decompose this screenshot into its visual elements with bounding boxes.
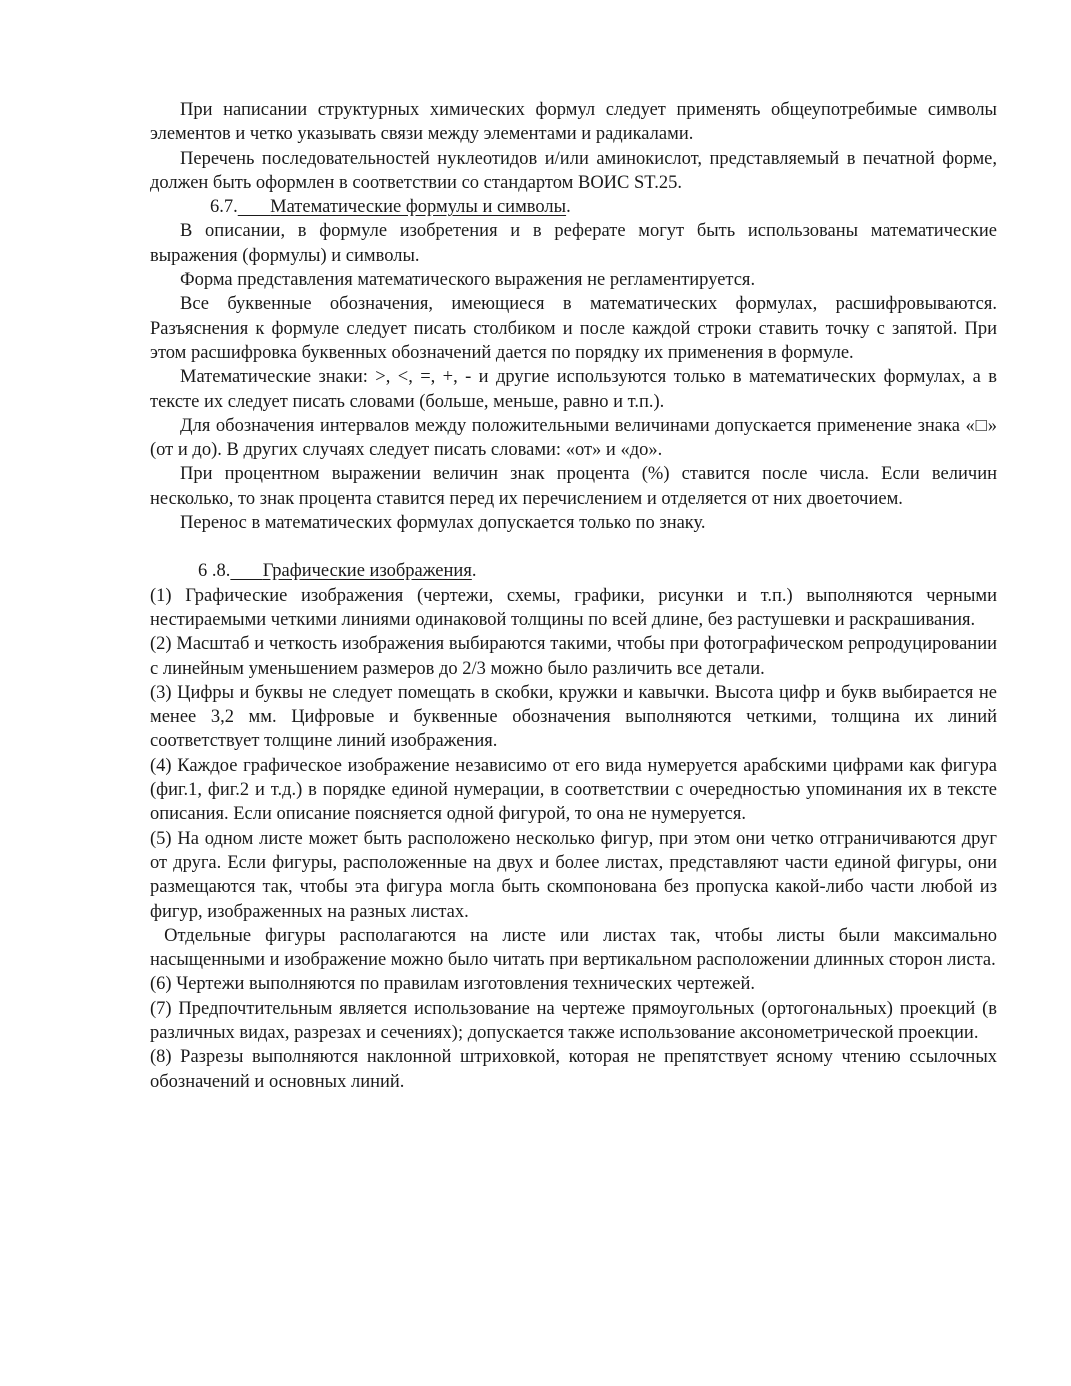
list-item-8: (8) Разрезы выполняются наклонной штриховкой, которая не препятствует ясному чтению ссылочных обозначений и основных линий. [150,1047,997,1092]
list-item-4: (4) Каждое графическое изображение независимо от его вида нумеруется арабскими цифрами как фигура (фиг.1, фиг.2 и т.д.) в порядке единой нумерации, в соответствии с очередностью упоминания их в тексте описания. Если описание поясняется одной фигурой, то она не нумеруется. [150,755,997,825]
section-number: 6.7. [210,197,238,218]
list-item-6: (6) Чертежи выполняются по правилам изготовления технических чертежей. [150,974,755,995]
section-number: 6 .8. [198,561,231,582]
section-heading-6-8: 6 .8. Графические изображения. [150,559,997,583]
section-heading-6-7: 6.7. Математические формулы и символы. [150,195,997,219]
paragraph-line-break: Перенос в математических формулах допускается только по знаку. [180,513,706,534]
paragraph-sequence-listing: Перечень последовательностей нуклеотидов и/или аминокислот, представляемый в печатной форме, должен быть оформлен в соответствии со стандартом ВОИС ST.25. [150,148,997,193]
section-title: Математические формулы и символы [270,197,567,218]
list-item-5: (5) На одном листе может быть расположено несколько фигур, при этом они четко отграничиваются друг от друга. Если фигуры, расположенные на двух и более листах, представляют части единой фигуры, они размещаются так, чтобы эта фигура могла быть скомпонована без пропуска какой-либо части любой из фигур, изображенных на разных листах. [150,828,997,922]
paragraph-math-signs: Математические знаки: >, <, =, +, - и другие используются только в математических формулах, а в тексте их следует писать словами (больше, меньше, равно и т.п.). [150,367,997,412]
paragraph-chemical-formulas: При написании структурных химических формул следует применять общеупотребимые символы элементов и четко указывать связи между элементами и радикалами. [150,100,997,145]
paragraph-letter-designations: Все буквенные обозначения, имеющиеся в математических формулах, расшифровываются. Разъяснения к формуле следует писать столбиком и после каждой строки ставить точку с запятой. При этом расшифровка буквенных обозначений дается по порядку их применения в формуле. [150,294,997,363]
paragraph-figure-layout: Отдельные фигуры располагаются на листе или листах так, чтобы листы были максимально насыщенными и изображение можно было читать при вертикальном расположении длинных сторон листа. [150,925,1002,971]
list-item-2: (2) Масштаб и четкость изображения выбираются такими, чтобы при фотографическом репродуцировании с линейным уменьшением размеров до 2/3 можно было различить все детали. [150,634,997,679]
document-page [150,98,1002,1094]
list-item-1: (1) Графические изображения (чертежи, схемы, графики, рисунки и т.п.) выполняются черными нестираемыми четкими линиями одинаковой толщины по всей длине, без растушевки и раскрашивания. [150,585,997,630]
paragraph-math-usage: В описании, в формуле изобретения и в реферате могут быть использованы математические выражения (формулы) и символы. [150,221,997,266]
paragraph-percent: При процентном выражении величин знак процента (%) ставится после числа. Если величин несколько, то знак процента ставится перед их перечислением и отделяется от них двоеточием. [150,464,997,509]
paragraph-intervals: Для обозначения интервалов между положительными величинами допускается применение знака «□» (от и до). В других случаях следует писать словами: «от» и «до». [150,415,997,461]
paragraph-math-form: Форма представления математического выражения не регламентируется. [180,270,756,291]
section-title: Графические изображения [262,561,472,582]
list-item-3: (3) Цифры и буквы не следует помещать в скобки, кружки и кавычки. Высота цифр и букв выбирается не менее 3,2 мм. Цифровые и буквенные обозначения выполняются четкими, толщина их линий соответствует толщине линий изображения. [150,682,997,752]
list-item-7: (7) Предпочтительным является использование на чертеже прямоугольных (ортогональных) проекций (в различных видах, разрезах и сечениях); допускается также использование аксонометрической проекции. [150,998,997,1043]
